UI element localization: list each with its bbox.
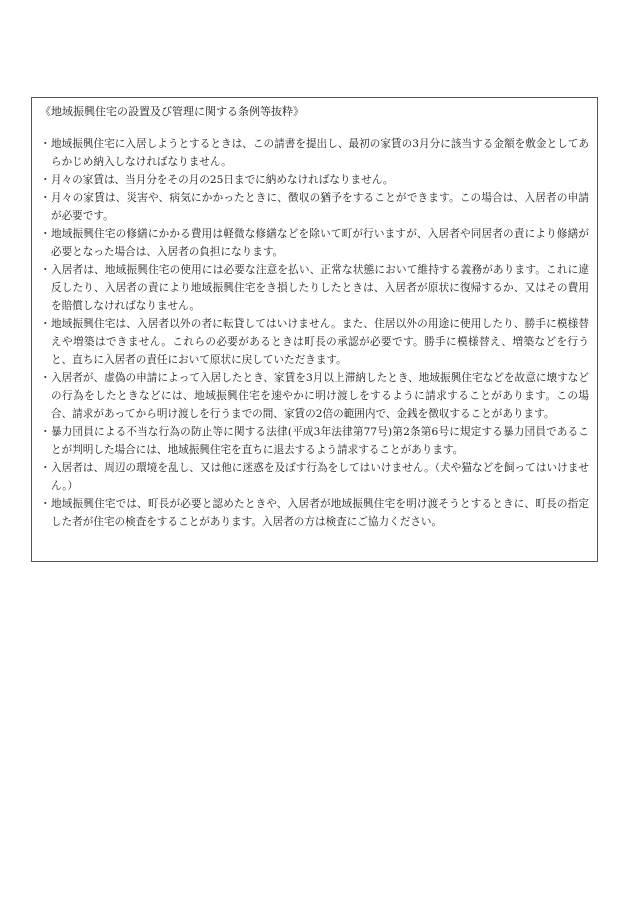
ordinance-excerpt-box [31, 97, 598, 562]
bullet: ・ [40, 498, 51, 510]
bullet: ・ [40, 372, 51, 384]
clause-item-3 [40, 189, 589, 225]
clause-item-6 [40, 315, 589, 369]
clause-item-1 [40, 135, 589, 171]
bullet: ・ [40, 228, 51, 240]
clause-text: 地域振興住宅に入居しようとするときは、この請書を提出し、最初の家賃の3月分に該当する金額を敷金としてあらかじめ納入しなければなりません。 [51, 138, 589, 168]
bullet: ・ [40, 426, 51, 438]
clause-text: 地域振興住宅は、入居者以外の者に転貸してはいけません。また、住居以外の用途に使用したり、勝手に模様替えや増築はできません。これらの必要があるときは町長の承認が必要です。勝手に模様替え、増築などを行うと、直ちに入居者の責任において原状に戻していただきます。 [51, 318, 589, 366]
bullet: ・ [40, 462, 51, 474]
excerpt-title: 《地域振興住宅の設置及び管理に関する条例等抜粋》 [40, 105, 304, 118]
bullet: ・ [40, 138, 51, 150]
clause-item-4 [40, 225, 589, 261]
bullet: ・ [40, 318, 51, 330]
clause-item-7 [40, 369, 589, 423]
clause-text: 入居者が、虚偽の申請によって入居したとき、家賃を3月以上滞納したとき、地域振興住宅などを故意に壊すなどの行為をしたときなどには、地域振興住宅を速やかに明け渡しをするように請求することがあります。この場合、請求があってから明け渡しを行うまでの間、家賃の2倍の範囲内で、金銭を徴収することがあります。 [51, 372, 589, 420]
bullet: ・ [40, 174, 51, 186]
clause-list [40, 135, 589, 531]
clause-text: 地域振興住宅では、町長が必要と認めたときや、入居者が地域振興住宅を明け渡そうとするときに、町長の指定した者が住宅の検査をすることがあります。入居者の方は検査にご協力ください。 [51, 498, 589, 528]
clause-item-9 [40, 459, 589, 495]
clause-text: 月々の家賃は、当月分をその月の25日までに納めなければなりません。 [51, 174, 394, 186]
clause-item-8 [40, 423, 589, 459]
clause-item-2 [40, 171, 589, 189]
clause-text: 月々の家賃は、災害や、病気にかかったときに、徴収の猶予をすることができます。この場合は、入居者の申請が必要です。 [51, 192, 589, 222]
clause-item-5 [40, 261, 589, 315]
bullet: ・ [40, 264, 51, 276]
bullet: ・ [40, 192, 51, 204]
clause-text: 地域振興住宅の修繕にかかる費用は軽微な修繕などを除いて町が行いますが、入居者や同居者の責により修繕が必要となった場合は、入居者の負担になります。 [51, 228, 589, 258]
clause-text: 暴力団員による不当な行為の防止等に関する法律(平成3年法律第77号)第2条第6号に規定する暴力団員であることが判明した場合には、地域振興住宅を直ちに退去するよう請求することがあります。 [51, 426, 589, 456]
clause-text: 入居者は、地域振興住宅の使用には必要な注意を払い、正常な状態において維持する義務があります。これに違反したり、入居者の責により地域振興住宅をき損したりしたときは、入居者が原状に復帰するか、又はその費用を賠償しなければなりません。 [51, 264, 589, 312]
clause-item-10 [40, 495, 589, 531]
clause-text: 入居者は、周辺の環境を乱し、又は他に迷惑を及ぼす行為をしてはいけません。（犬や猫などを飼ってはいけません。） [51, 462, 589, 492]
